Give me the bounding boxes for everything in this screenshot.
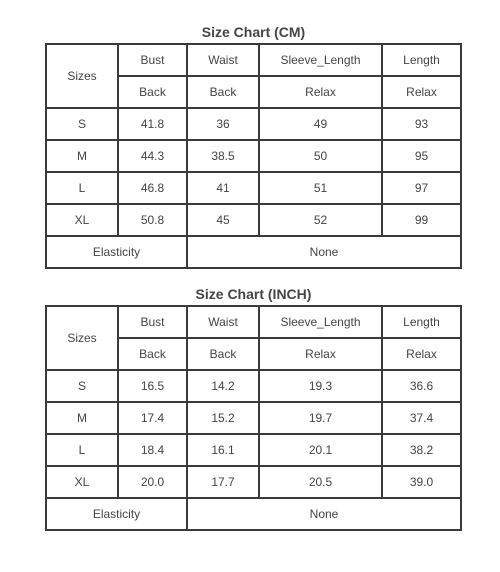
value-cell: 14.2 [187,370,259,402]
value-cell: 20.1 [259,434,382,466]
column-header: Sleeve_Length [259,44,382,76]
value-cell: 45 [187,204,259,236]
value-cell: 15.2 [187,402,259,434]
elasticity-value: None [187,236,461,268]
value-cell: 50 [259,140,382,172]
column-subheader: Relax [382,338,461,370]
size-cell: XL [46,466,118,498]
elasticity-value: None [187,498,461,530]
elasticity-row [46,236,461,268]
column-subheader: Back [187,76,259,108]
value-cell: 16.1 [187,434,259,466]
table-row [46,172,461,204]
size-cell: XL [46,204,118,236]
size-chart-cm [45,21,462,269]
size-cell: M [46,140,118,172]
column-header: Bust [118,44,187,76]
value-cell: 36 [187,108,259,140]
value-cell: 19.3 [259,370,382,402]
value-cell: 17.4 [118,402,187,434]
value-cell: 41 [187,172,259,204]
value-cell: 38.5 [187,140,259,172]
value-cell: 50.8 [118,204,187,236]
elasticity-row [46,498,461,530]
value-cell: 38.2 [382,434,461,466]
column-header: Waist [187,306,259,338]
column-header: Sleeve_Length [259,306,382,338]
column-header: Length [382,306,461,338]
value-cell: 95 [382,140,461,172]
column-header: Bust [118,306,187,338]
value-cell: 20.0 [118,466,187,498]
size-cell: S [46,370,118,402]
value-cell: 17.7 [187,466,259,498]
table-row [46,402,461,434]
column-subheader: Back [118,76,187,108]
column-subheader: Relax [382,76,461,108]
column-subheader: Relax [259,76,382,108]
size-cell: S [46,108,118,140]
value-cell: 39.0 [382,466,461,498]
value-cell: 97 [382,172,461,204]
sizes-header: Sizes [46,44,118,108]
elasticity-label: Elasticity [46,236,187,268]
value-cell: 99 [382,204,461,236]
size-cell: M [46,402,118,434]
value-cell: 36.6 [382,370,461,402]
size-chart-inch [45,283,462,531]
table-row [46,140,461,172]
header-row [46,44,461,76]
table-row [46,466,461,498]
elasticity-label: Elasticity [46,498,187,530]
column-subheader: Relax [259,338,382,370]
header-row [46,306,461,338]
column-subheader: Back [187,338,259,370]
value-cell: 19.7 [259,402,382,434]
sizes-header: Sizes [46,306,118,370]
value-cell: 51 [259,172,382,204]
value-cell: 49 [259,108,382,140]
column-header: Waist [187,44,259,76]
table-row [46,370,461,402]
column-subheader: Back [118,338,187,370]
table-row [46,204,461,236]
value-cell: 20.5 [259,466,382,498]
value-cell: 46.8 [118,172,187,204]
size-table [45,43,462,269]
chart-title: Size Chart (CM) [201,24,306,40]
value-cell: 44.3 [118,140,187,172]
column-header: Length [382,44,461,76]
value-cell: 93 [382,108,461,140]
size-cell: L [46,434,118,466]
chart-title: Size Chart (INCH) [195,286,312,302]
size-cell: L [46,172,118,204]
value-cell: 41.8 [118,108,187,140]
value-cell: 18.4 [118,434,187,466]
value-cell: 37.4 [382,402,461,434]
size-table [45,305,462,531]
table-row [46,434,461,466]
value-cell: 16.5 [118,370,187,402]
table-row [46,108,461,140]
value-cell: 52 [259,204,382,236]
